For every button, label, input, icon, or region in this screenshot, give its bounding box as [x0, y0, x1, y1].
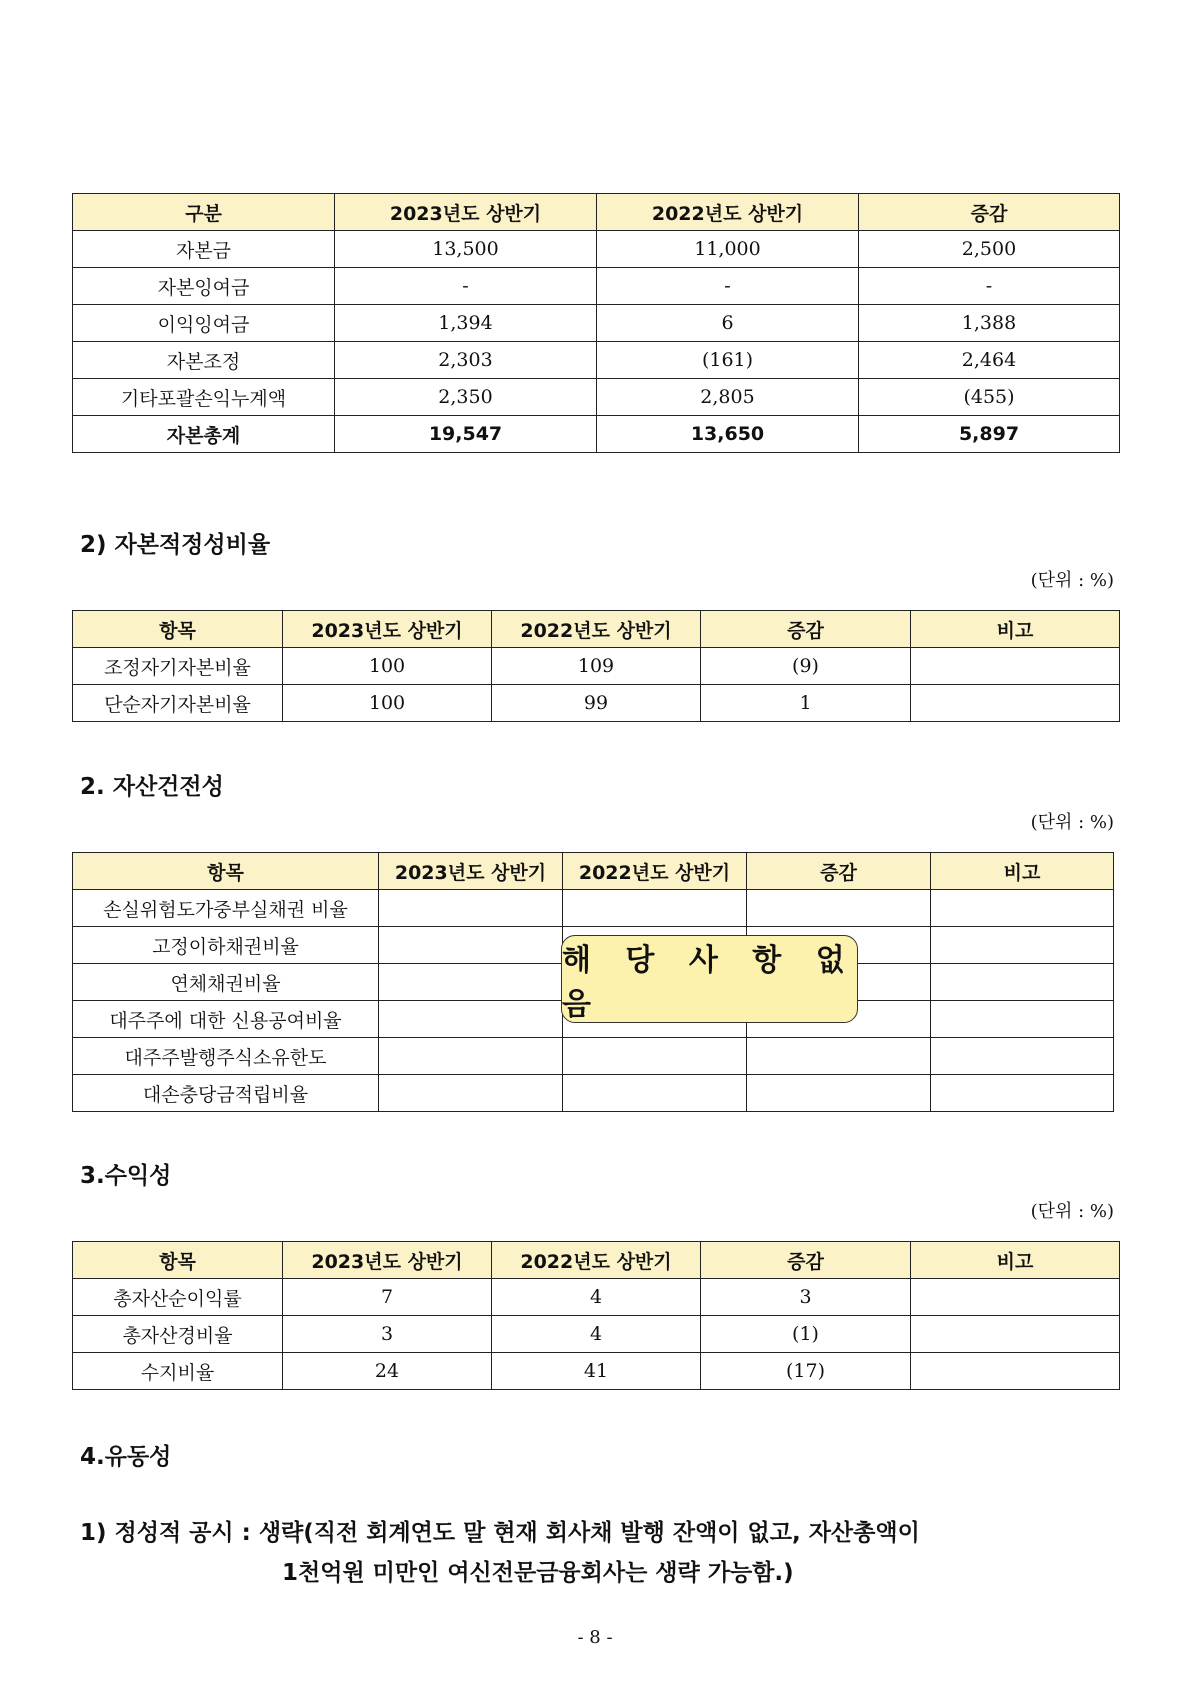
cell-value: 19,547: [335, 416, 597, 453]
row-label: 조정자기자본비율: [73, 648, 283, 685]
row-label: 대주주발행주식소유한도: [73, 1038, 379, 1075]
row-label: 수지비율: [73, 1353, 283, 1390]
row-label: 자본금: [73, 231, 335, 268]
cell-empty: [379, 1001, 563, 1038]
cell-empty: [931, 1001, 1114, 1038]
header-cell: 항목: [73, 853, 379, 890]
cell-value: (1): [701, 1316, 911, 1353]
row-label: 이익잉여금: [73, 305, 335, 342]
cell-empty: [931, 927, 1114, 964]
row-label: 자본잉여금: [73, 268, 335, 305]
header-cell: 2023년도 상반기: [379, 853, 563, 890]
header-cell: 항목: [73, 611, 283, 648]
cell-value: 5,897: [859, 416, 1120, 453]
table-header-row: [73, 1242, 1120, 1279]
cell-empty: [931, 964, 1114, 1001]
cell-empty: [747, 890, 931, 927]
cell-value: 109: [492, 648, 701, 685]
section-heading-asset-soundness: 2. 자산건전성: [80, 774, 224, 800]
cell-value: [911, 685, 1120, 722]
liquidity-note-line-1: 1) 정성적 공시 : 생략(직전 회계연도 말 현재 회사채 발행 잔액이 없고, 자산총액이: [80, 1520, 920, 1546]
unit-label: (단위 : %): [1030, 812, 1114, 833]
cell-empty: [747, 1038, 931, 1075]
cell-empty: [379, 964, 563, 1001]
table-row: [73, 1075, 1114, 1112]
header-cell: 2023년도 상반기: [335, 194, 597, 231]
cell-empty: [931, 890, 1114, 927]
cell-value: (161): [597, 342, 859, 379]
header-cell: 증감: [701, 1242, 911, 1279]
cell-value: (17): [701, 1353, 911, 1390]
table-header-row: [73, 194, 1120, 231]
not-applicable-callout: 해 당 사 항 없 음: [561, 935, 858, 1023]
cell-empty: [563, 1075, 747, 1112]
header-cell: 2022년도 상반기: [563, 853, 747, 890]
header-cell: 2023년도 상반기: [283, 1242, 492, 1279]
table-row: [73, 1353, 1120, 1390]
table-row: [73, 685, 1120, 722]
cell-empty: [379, 890, 563, 927]
cell-value: (455): [859, 379, 1120, 416]
header-cell: 증감: [701, 611, 911, 648]
table-header-row: [73, 611, 1120, 648]
cell-value: 2,464: [859, 342, 1120, 379]
row-label: 총자산경비율: [73, 1316, 283, 1353]
table-row: [73, 231, 1120, 268]
table-row: [73, 1316, 1120, 1353]
cell-value: 6: [597, 305, 859, 342]
cell-value: 2,350: [335, 379, 597, 416]
header-cell: 비고: [931, 853, 1114, 890]
section-heading-capital-adequacy: 2) 자본적정성비율: [80, 532, 271, 558]
capital-adequacy-table: [72, 610, 1120, 722]
cell-value: -: [597, 268, 859, 305]
cell-value: 100: [283, 648, 492, 685]
cell-value: 4: [492, 1279, 701, 1316]
table-row: [73, 890, 1114, 927]
cell-empty: [379, 1038, 563, 1075]
header-cell: 증감: [747, 853, 931, 890]
cell-value: -: [859, 268, 1120, 305]
liquidity-note-line-2: 1천억원 미만인 여신전문금융회사는 생략 가능함.): [282, 1560, 794, 1586]
cell-value: [911, 1316, 1120, 1353]
total-row: [73, 416, 1120, 453]
cell-value: 4: [492, 1316, 701, 1353]
cell-empty: [379, 1075, 563, 1112]
cell-empty: [563, 1038, 747, 1075]
row-label: 자본총계: [73, 416, 335, 453]
table-row: [73, 342, 1120, 379]
cell-empty: [563, 890, 747, 927]
cell-value: 1,388: [859, 305, 1120, 342]
cell-value: 41: [492, 1353, 701, 1390]
cell-value: 7: [283, 1279, 492, 1316]
unit-label: (단위 : %): [1030, 1201, 1114, 1222]
row-label: 단순자기자본비율: [73, 685, 283, 722]
cell-value: 2,500: [859, 231, 1120, 268]
capital-table: [72, 193, 1120, 453]
row-label: 고정이하채권비율: [73, 927, 379, 964]
cell-value: 13,500: [335, 231, 597, 268]
cell-value: 3: [701, 1279, 911, 1316]
header-cell: 항목: [73, 1242, 283, 1279]
cell-value: 24: [283, 1353, 492, 1390]
header-cell: 2022년도 상반기: [492, 1242, 701, 1279]
table-row: [73, 379, 1120, 416]
section-heading-profitability: 3.수익성: [80, 1163, 172, 1189]
cell-value: (9): [701, 648, 911, 685]
header-cell: 비고: [911, 1242, 1120, 1279]
header-cell: 구분: [73, 194, 335, 231]
table-row: [73, 648, 1120, 685]
row-label: 연체채권비율: [73, 964, 379, 1001]
section-heading-liquidity: 4.유동성: [80, 1444, 172, 1470]
cell-empty: [931, 1038, 1114, 1075]
row-label: 기타포괄손익누계액: [73, 379, 335, 416]
header-cell: 증감: [859, 194, 1120, 231]
page-number: - 8 -: [577, 1627, 613, 1648]
cell-empty: [379, 927, 563, 964]
header-cell: 2022년도 상반기: [492, 611, 701, 648]
cell-empty: [747, 1075, 931, 1112]
cell-value: [911, 1279, 1120, 1316]
cell-value: 1: [701, 685, 911, 722]
table-header-row: [73, 853, 1114, 890]
row-label: 대주주에 대한 신용공여비율: [73, 1001, 379, 1038]
cell-value: 13,650: [597, 416, 859, 453]
cell-value: 2,303: [335, 342, 597, 379]
row-label: 대손충당금적립비율: [73, 1075, 379, 1112]
cell-empty: [931, 1075, 1114, 1112]
cell-value: 11,000: [597, 231, 859, 268]
cell-value: 3: [283, 1316, 492, 1353]
cell-value: [911, 648, 1120, 685]
table-row: [73, 268, 1120, 305]
header-cell: 2023년도 상반기: [283, 611, 492, 648]
row-label: 손실위험도가중부실채권 비율: [73, 890, 379, 927]
header-cell: 비고: [911, 611, 1120, 648]
cell-value: [911, 1353, 1120, 1390]
cell-value: 100: [283, 685, 492, 722]
table-row: [73, 305, 1120, 342]
profitability-table: [72, 1241, 1120, 1390]
header-cell: 2022년도 상반기: [597, 194, 859, 231]
unit-label: (단위 : %): [1030, 570, 1114, 591]
table-row: [73, 1279, 1120, 1316]
cell-value: 2,805: [597, 379, 859, 416]
cell-value: 99: [492, 685, 701, 722]
table-row: [73, 1038, 1114, 1075]
row-label: 자본조정: [73, 342, 335, 379]
cell-value: -: [335, 268, 597, 305]
row-label: 총자산순이익률: [73, 1279, 283, 1316]
cell-value: 1,394: [335, 305, 597, 342]
